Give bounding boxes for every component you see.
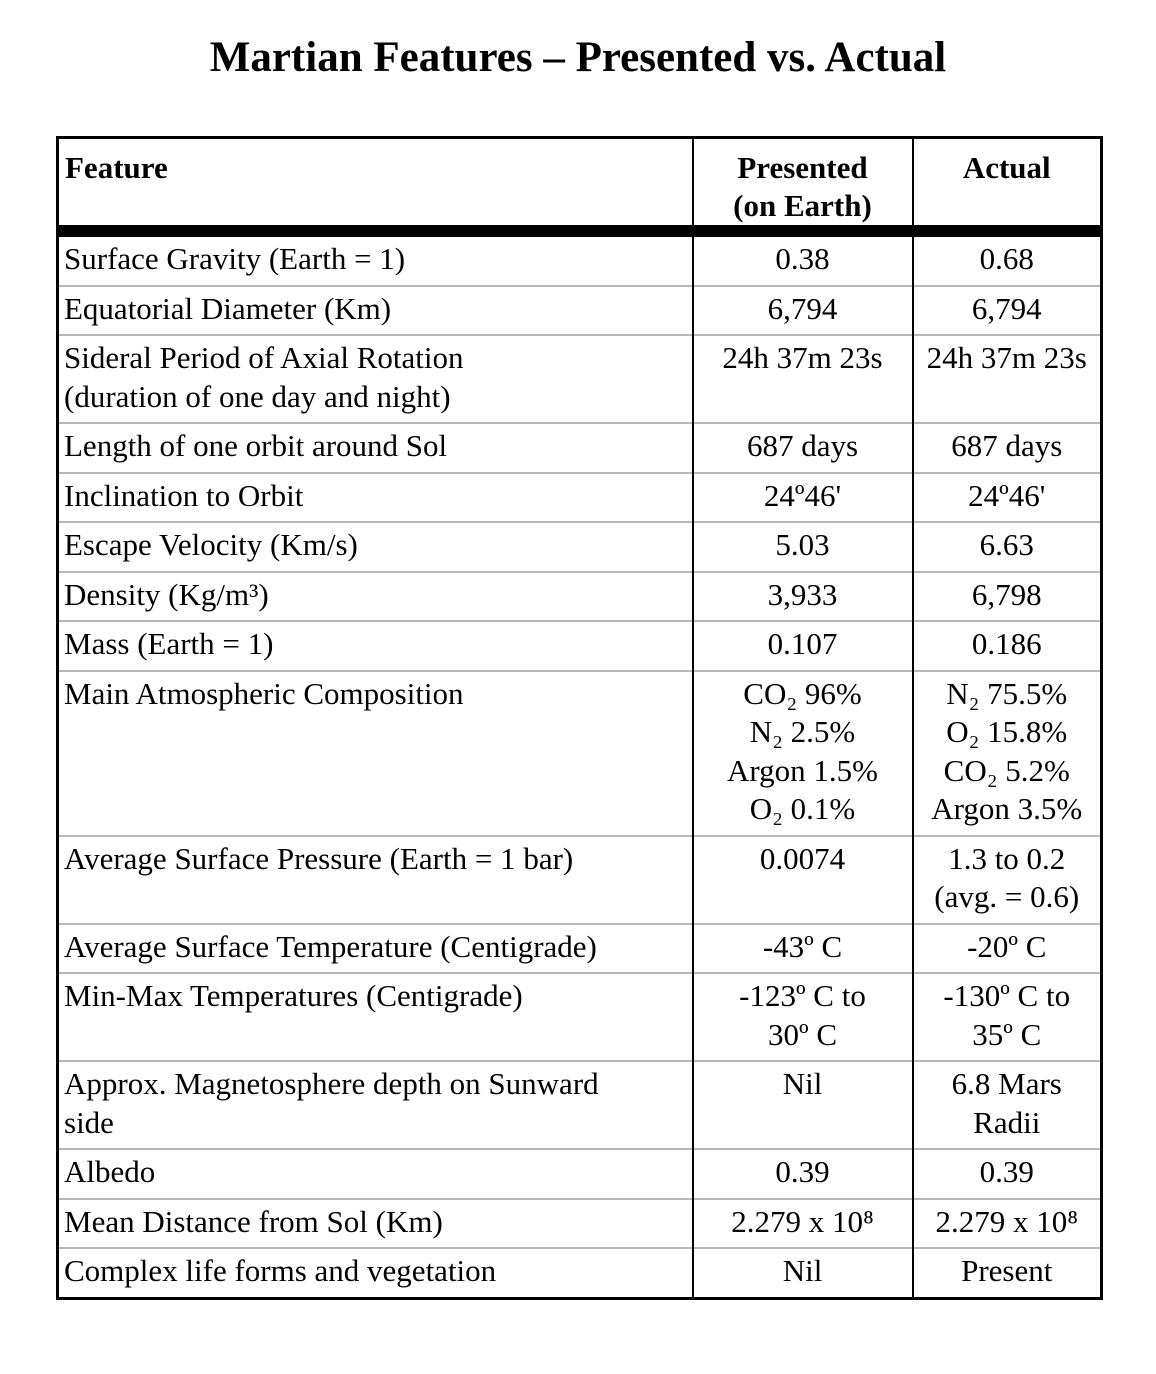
presented-cell [693, 973, 913, 1061]
feature-cell [58, 522, 693, 572]
feature-text: Inclination to Orbit [64, 477, 304, 513]
presented-text: 0.107 [767, 626, 838, 661]
feature-cell [58, 1199, 693, 1249]
feature-text: Escape Velocity (Km/s) [64, 527, 358, 562]
presented-text: 30º C [767, 1016, 838, 1052]
feature-text: Complex life forms and vegetation [64, 1253, 497, 1288]
presented-cell [693, 231, 913, 286]
presented-text: 2.279 x 10⁸ [731, 1203, 874, 1239]
presented-cell [693, 671, 913, 836]
actual-text: 0.68 [979, 241, 1034, 276]
table-row [58, 335, 1102, 423]
presented-cell [693, 1199, 913, 1249]
actual-cell [913, 924, 1102, 974]
actual-text: Radii [973, 1104, 1041, 1140]
actual-text: 35º C [972, 1016, 1042, 1052]
table-row [58, 924, 1102, 974]
feature-text: Average Surface Temperature (Centigrade) [64, 928, 597, 964]
presented-cell [693, 335, 913, 423]
header-actual: Actual [913, 138, 1102, 232]
feature-cell [58, 924, 693, 974]
actual-cell [913, 1248, 1102, 1298]
actual-text: 2.279 x 10⁸ [935, 1203, 1079, 1239]
table-body [58, 231, 1102, 1298]
actual-text: N₂ 75.5% [946, 675, 1068, 711]
header-feature: Feature [58, 138, 693, 232]
actual-cell [913, 1061, 1102, 1149]
presented-text: Nil [782, 1253, 823, 1288]
actual-text: (avg. = 0.6) [934, 879, 1080, 914]
presented-text: 24º46' [763, 477, 842, 513]
actual-text: 687 days [951, 428, 1063, 463]
actual-cell [913, 1149, 1102, 1199]
actual-text: Argon 3.5% [931, 791, 1083, 826]
table-row [58, 1199, 1102, 1249]
presented-cell [693, 423, 913, 473]
actual-cell [913, 572, 1102, 622]
presented-text: N₂ 2.5% [749, 714, 856, 749]
table-header [58, 138, 1102, 232]
header-presented-line: (on Earth) [733, 188, 872, 223]
presented-cell [693, 924, 913, 974]
table-row [58, 522, 1102, 572]
presented-cell [693, 1061, 913, 1149]
presented-cell [693, 572, 913, 622]
presented-text: 0.39 [775, 1154, 830, 1189]
actual-text: 0.186 [971, 626, 1042, 661]
presented-text: 0.0074 [759, 840, 846, 876]
presented-text: -123º C to [739, 978, 866, 1013]
actual-text: 0.39 [979, 1154, 1034, 1189]
actual-cell [913, 231, 1102, 286]
presented-text: 24h 37m 23s [722, 340, 883, 375]
feature-cell [58, 973, 693, 1061]
actual-text: 6,798 [971, 576, 1042, 612]
feature-text: Mass (Earth = 1) [64, 626, 274, 661]
presented-cell [693, 473, 913, 523]
table-row [58, 836, 1102, 924]
presented-text: 6,794 [767, 290, 838, 326]
actual-text: 6.63 [979, 527, 1034, 562]
features-table [56, 136, 1103, 1300]
feature-text: Sideral Period of Axial Rotation [64, 340, 464, 375]
table-row [58, 286, 1102, 336]
actual-cell [913, 836, 1102, 924]
feature-text: Albedo [64, 1154, 156, 1189]
page-title: Martian Features – Presented vs. Actual [209, 34, 947, 81]
feature-text: Min-Max Temperatures (Centigrade) [64, 978, 523, 1013]
actual-cell [913, 522, 1102, 572]
actual-text: 6,794 [971, 290, 1042, 326]
actual-cell [913, 286, 1102, 336]
actual-cell [913, 671, 1102, 836]
presented-cell [693, 1248, 913, 1298]
feature-cell [58, 671, 693, 836]
feature-text: Mean Distance from Sol (Km) [64, 1203, 443, 1239]
actual-text: 24º46' [968, 477, 1046, 513]
table-row [58, 1149, 1102, 1199]
presented-cell [693, 1149, 913, 1199]
table-row [58, 231, 1102, 286]
feature-cell [58, 473, 693, 523]
header-presented-line: Presented [737, 150, 868, 185]
feature-text: (duration of one day and night) [64, 378, 451, 414]
feature-cell [58, 1248, 693, 1298]
presented-text: CO₂ 96% [743, 675, 862, 711]
actual-cell [913, 335, 1102, 423]
header-row [58, 138, 1102, 232]
table-row [58, 572, 1102, 622]
feature-cell [58, 286, 693, 336]
feature-text: Equatorial Diameter (Km) [64, 290, 392, 326]
actual-text: CO₂ 5.2% [943, 752, 1070, 788]
feature-text: Approx. Magnetosphere depth on Sunward [64, 1066, 599, 1101]
presented-text: 5.03 [775, 527, 830, 562]
feature-cell [58, 1061, 693, 1149]
feature-cell [58, 572, 693, 622]
table-row [58, 1061, 1102, 1149]
feature-text: Surface Gravity (Earth = 1) [64, 241, 406, 276]
table-row [58, 973, 1102, 1061]
table-row [58, 423, 1102, 473]
actual-cell [913, 973, 1102, 1061]
presented-text: Argon 1.5% [727, 752, 878, 788]
presented-cell [693, 286, 913, 336]
table-row [58, 1248, 1102, 1298]
feature-text: Average Surface Pressure (Earth = 1 bar) [64, 840, 574, 876]
actual-text: O₂ 15.8% [946, 714, 1068, 749]
actual-cell [913, 621, 1102, 671]
table-row [58, 671, 1102, 836]
actual-cell [913, 1199, 1102, 1249]
presented-text: 0.38 [775, 241, 830, 276]
header-presented [693, 138, 913, 232]
presented-cell [693, 836, 913, 924]
actual-text: -20º C [967, 928, 1047, 964]
actual-text: 24h 37m 23s [926, 340, 1087, 375]
table-row [58, 473, 1102, 523]
feature-cell [58, 621, 693, 671]
presented-text: -43º C [762, 928, 843, 964]
presented-cell [693, 621, 913, 671]
actual-text: 1.3 to 0.2 [948, 840, 1066, 876]
feature-cell [58, 836, 693, 924]
feature-cell [58, 335, 693, 423]
feature-cell [58, 231, 693, 286]
table-row [58, 621, 1102, 671]
feature-text: side [64, 1104, 114, 1140]
presented-text: 687 days [746, 428, 859, 463]
feature-text: Main Atmospheric Composition [64, 675, 464, 711]
actual-text: -130º C to [943, 978, 1071, 1013]
presented-text: 3,933 [767, 576, 838, 612]
feature-cell [58, 423, 693, 473]
actual-cell [913, 423, 1102, 473]
actual-cell [913, 473, 1102, 523]
presented-cell [693, 522, 913, 572]
actual-text: Present [961, 1253, 1053, 1288]
presented-text: Nil [782, 1066, 823, 1101]
actual-text: 6.8 Mars [951, 1066, 1062, 1101]
feature-text: Length of one orbit around Sol [64, 428, 448, 463]
feature-cell [58, 1149, 693, 1199]
presented-text: O₂ 0.1% [749, 791, 856, 826]
feature-text: Density (Kg/m³) [64, 576, 269, 612]
